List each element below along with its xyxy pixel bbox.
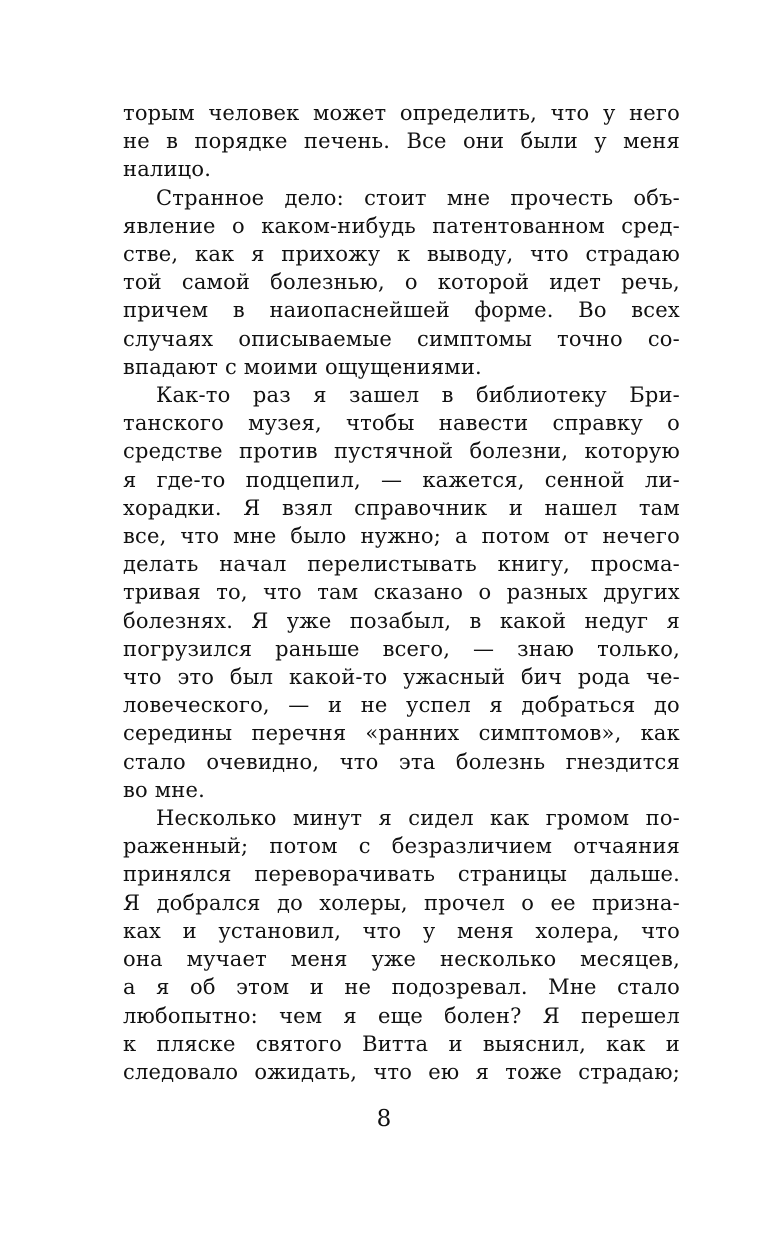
paragraph-1: [123, 99, 680, 184]
paragraph-3: [123, 381, 680, 804]
text-line: стало очевидно, что эта болезнь гнездится: [123, 749, 680, 774]
text-line: я где-то подцепил, — кажется, сенной ли-: [123, 467, 680, 492]
text-line: любопытно: чем я еще болен? Я перешел: [123, 1003, 680, 1028]
text-line: погрузился раньше всего, — знаю только,: [123, 636, 680, 661]
text-line: она мучает меня уже несколько месяцев,: [123, 947, 680, 972]
text-line: следовало ожидать, что ею я тоже страдаю;: [123, 1059, 680, 1084]
text-line: торым человек может определить, что у него: [123, 101, 680, 125]
text-line: Я добрался до холеры, прочел о ее призна-: [123, 890, 680, 915]
text-line: стве, как я прихожу к выводу, что страдаю: [123, 242, 680, 267]
text-line: налицо.: [123, 157, 212, 182]
text-line: средстве против пустячной болезни, которую: [123, 439, 680, 464]
text-line: раженный; потом с безразличием отчаяния: [123, 834, 680, 859]
text-line: все, что мне было нужно; а потом от нечего: [123, 524, 680, 549]
text-line: хорадки. Я взял справочник и нашел там: [123, 495, 680, 520]
paragraph-2: [123, 184, 680, 381]
text-line: ках и установил, что у меня холера, что: [123, 918, 680, 943]
text-line: Странное дело: стоит мне прочесть объ-: [156, 185, 680, 210]
book-page-text: [123, 99, 680, 1086]
text-line: случаях описываемые симптомы точно со-: [123, 326, 680, 351]
text-line: середины перечня «ранних симптомов», как: [123, 721, 680, 746]
text-line: не в порядке печень. Все они были у меня: [123, 129, 680, 154]
text-line: болезнях. Я уже позабыл, в какой недуг я: [123, 608, 680, 633]
text-line: тривая то, что там сказано о разных других: [123, 580, 680, 605]
page-number: 8: [376, 1106, 392, 1132]
text-line: к пляске святого Витта и выяснил, как и: [123, 1031, 680, 1056]
text-line: делать начал перелистывать книгу, просма-: [123, 552, 680, 577]
text-line: что это был какой-то ужасный бич рода че-: [123, 665, 680, 690]
text-line: причем в наиопаснейшей форме. Во всех: [123, 298, 680, 323]
text-line: а я об этом и не подозревал. Мне стало: [123, 975, 680, 1000]
text-line: той самой болезнью, о которой идет речь,: [123, 270, 680, 295]
text-line: ловеческого, — и не успел я добраться до: [123, 693, 680, 718]
text-line: Как-то раз я зашел в библиотеку Бри-: [156, 383, 680, 408]
text-line: впадают с моими ощущениями.: [123, 354, 482, 379]
text-line: принялся переворачивать страницы дальше.: [123, 862, 680, 887]
text-line: явление о каком-нибудь патентованном сред-: [123, 213, 680, 238]
text-line: во мне.: [123, 777, 205, 802]
text-line: танского музея, чтобы навести справку о: [123, 411, 680, 436]
paragraph-4: [123, 804, 680, 1086]
text-line: Несколько минут я сидел как громом по-: [156, 806, 680, 831]
